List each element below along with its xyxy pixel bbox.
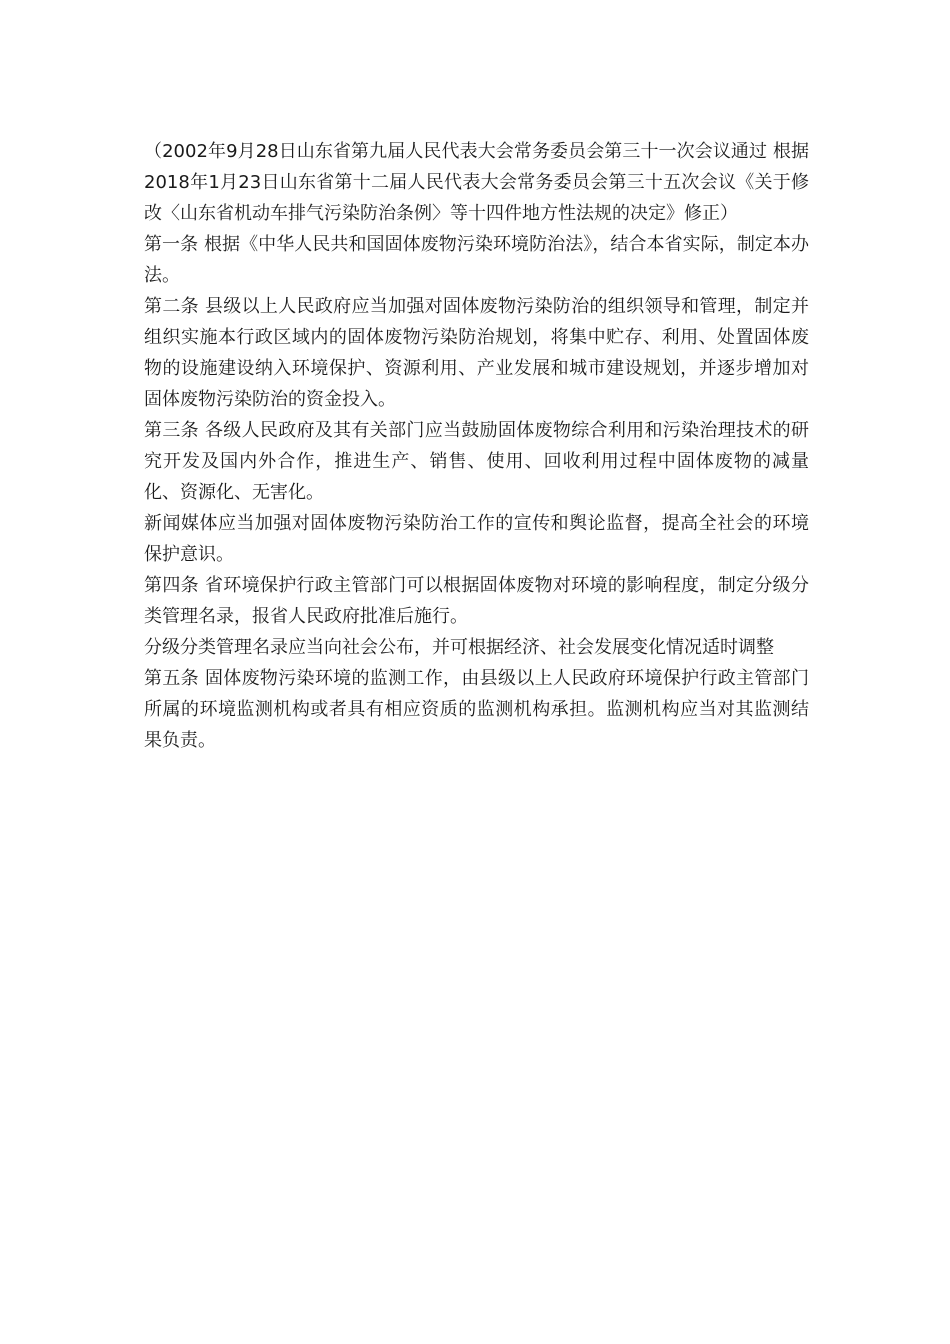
article-2: 第二条 县级以上人民政府应当加强对固体废物污染防治的组织领导和管理，制定并组织实施本行政区域内的固体废物污染防治规划，将集中贮存、利用、处置固体废物的设施建设纳入环境保护、资源利用、产业发展和城市建设规划，并逐步增加对固体废物污染防治的资金投入。 bbox=[144, 296, 809, 410]
article-4-paragraph-2: 分级分类管理名录应当向社会公布，并可根据经济、社会发展变化情况适时调整 bbox=[144, 637, 774, 658]
article-3: 第三条 各级人民政府及其有关部门应当鼓励固体废物综合利用和污染治理技术的研究开发及国内外合作，推进生产、销售、使用、回收利用过程中固体废物的减量化、资源化、无害化。 bbox=[144, 420, 809, 503]
article-4: 第四条 省环境保护行政主管部门可以根据固体废物对环境的影响程度，制定分级分类管理名录，报省人民政府批准后施行。 bbox=[144, 575, 809, 627]
article-5: 第五条 固体废物污染环境的监测工作，由县级以上人民政府环境保护行政主管部门所属的环境监测机构或者具有相应资质的监测机构承担。监测机构应当对其监测结果负责。 bbox=[144, 668, 809, 751]
document-body bbox=[144, 136, 809, 756]
preamble: （2002年9月28日山东省第九届人民代表大会常务委员会第三十一次会议通过 根据2018年1月23日山东省第十二届人民代表大会常务委员会第三十五次会议《关于修改〈山东省机动车排气污染防治条例〉等十四件地方性法规的决定》修正） bbox=[144, 141, 809, 224]
article-1: 第一条 根据《中华人民共和国固体废物污染环境防治法》，结合本省实际，制定本办法。 bbox=[144, 234, 809, 286]
article-3-paragraph-2: 新闻媒体应当加强对固体废物污染防治工作的宣传和舆论监督，提高全社会的环境保护意识。 bbox=[144, 513, 809, 565]
